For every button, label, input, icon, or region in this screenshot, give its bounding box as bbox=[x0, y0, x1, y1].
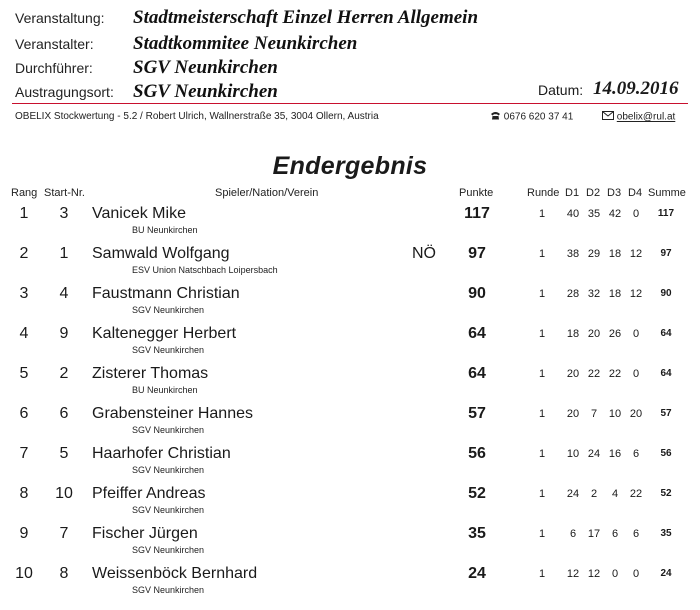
table-row bbox=[0, 205, 700, 245]
rang: 7 bbox=[19, 445, 29, 462]
player-club: SGV Neunkirchen bbox=[132, 585, 205, 595]
d2: 22 bbox=[587, 368, 601, 380]
d2: 2 bbox=[590, 488, 598, 500]
table-row bbox=[0, 325, 700, 365]
d4: 0 bbox=[632, 568, 640, 580]
d3: 4 bbox=[611, 488, 619, 500]
start-nr: 2 bbox=[59, 365, 69, 382]
col-runde: Runde bbox=[527, 187, 560, 199]
phone-icon bbox=[490, 111, 501, 123]
table-row bbox=[0, 285, 700, 325]
d1: 24 bbox=[566, 488, 580, 500]
start-nr: 8 bbox=[59, 565, 69, 582]
d1: 18 bbox=[566, 328, 580, 340]
player-club: SGV Neunkirchen bbox=[132, 545, 205, 555]
rang: 9 bbox=[19, 525, 29, 542]
phone-number: 0676 620 37 41 bbox=[503, 111, 574, 123]
email-link[interactable]: obelix@rul.at bbox=[616, 111, 676, 123]
col-summe: Summe bbox=[648, 187, 686, 199]
summe: 56 bbox=[660, 448, 672, 459]
summe: 117 bbox=[657, 208, 675, 219]
player-name: Samwald Wolfgang bbox=[92, 245, 230, 262]
punkte: 56 bbox=[468, 445, 486, 462]
d3: 10 bbox=[608, 408, 622, 420]
player-name: Faustmann Christian bbox=[92, 285, 240, 302]
d2: 24 bbox=[587, 448, 601, 460]
runde: 1 bbox=[538, 288, 546, 300]
table-row bbox=[0, 485, 700, 525]
col-d4: D4 bbox=[628, 187, 643, 199]
runde: 1 bbox=[538, 528, 546, 540]
d1: 28 bbox=[566, 288, 580, 300]
punkte: 117 bbox=[464, 205, 490, 222]
start-nr: 6 bbox=[59, 405, 69, 422]
d1: 40 bbox=[566, 208, 580, 220]
d2: 7 bbox=[590, 408, 598, 420]
summe: 97 bbox=[660, 248, 672, 259]
player-club: SGV Neunkirchen bbox=[132, 305, 205, 315]
d4: 0 bbox=[632, 208, 640, 220]
col-d3: D3 bbox=[607, 187, 622, 199]
punkte: 64 bbox=[468, 325, 486, 342]
d3: 26 bbox=[608, 328, 622, 340]
summe: 64 bbox=[660, 328, 672, 339]
runde: 1 bbox=[538, 488, 546, 500]
start-nr: 4 bbox=[59, 285, 69, 302]
rang: 4 bbox=[19, 325, 29, 342]
d3: 16 bbox=[608, 448, 622, 460]
d4: 12 bbox=[629, 248, 643, 260]
d2: 17 bbox=[587, 528, 601, 540]
rang: 10 bbox=[15, 565, 33, 582]
d1: 20 bbox=[566, 368, 580, 380]
summe: 90 bbox=[660, 288, 672, 299]
player-name: Fischer Jürgen bbox=[92, 525, 198, 542]
punkte: 52 bbox=[468, 485, 486, 502]
player-name: Vanicek Mike bbox=[92, 205, 186, 222]
start-nr: 3 bbox=[59, 205, 69, 222]
label-veranstaltung: Veranstaltung: bbox=[15, 10, 105, 26]
rang: 2 bbox=[19, 245, 29, 262]
d3: 6 bbox=[611, 528, 619, 540]
d1: 10 bbox=[566, 448, 580, 460]
player-club: SGV Neunkirchen bbox=[132, 345, 205, 355]
punkte: 97 bbox=[468, 245, 486, 262]
d2: 29 bbox=[587, 248, 601, 260]
punkte: 35 bbox=[468, 525, 486, 542]
d4: 6 bbox=[632, 448, 640, 460]
col-rang: Rang bbox=[11, 187, 38, 199]
d4: 0 bbox=[632, 368, 640, 380]
player-name: Grabensteiner Hannes bbox=[92, 405, 253, 422]
value-austragungsort: SGV Neunkirchen bbox=[133, 81, 278, 102]
label-durchfuehrer: Durchführer: bbox=[15, 60, 93, 76]
player-club: SGV Neunkirchen bbox=[132, 505, 205, 515]
summe: 24 bbox=[660, 568, 672, 579]
rang: 3 bbox=[19, 285, 29, 302]
d4: 0 bbox=[632, 328, 640, 340]
contact-email bbox=[602, 111, 675, 123]
player-name: Kaltenegger Herbert bbox=[92, 325, 237, 342]
start-nr: 9 bbox=[59, 325, 69, 342]
col-spieler: Spieler/Nation/Verein bbox=[215, 187, 319, 199]
datum-label: Datum: bbox=[538, 82, 584, 98]
d1: 38 bbox=[566, 248, 580, 260]
punkte: 64 bbox=[468, 365, 486, 382]
punkte: 90 bbox=[468, 285, 486, 302]
col-start-nr: Start-Nr. bbox=[44, 187, 85, 199]
player-name: Weissenböck Bernhard bbox=[92, 565, 258, 582]
table-row bbox=[0, 245, 700, 285]
summe: 52 bbox=[660, 488, 672, 499]
runde: 1 bbox=[538, 408, 546, 420]
d2: 12 bbox=[587, 568, 601, 580]
player-club: ESV Union Natschbach Loipersbach bbox=[132, 265, 278, 275]
label-veranstalter: Veranstalter: bbox=[15, 36, 94, 52]
envelope-icon bbox=[602, 111, 614, 123]
player-club: SGV Neunkirchen bbox=[132, 425, 205, 435]
d3: 18 bbox=[608, 288, 622, 300]
d1: 20 bbox=[566, 408, 580, 420]
summe: 57 bbox=[660, 408, 672, 419]
start-nr: 10 bbox=[55, 485, 73, 502]
start-nr: 7 bbox=[59, 525, 69, 542]
value-veranstalter: Stadtkommitee Neunkirchen bbox=[133, 33, 358, 54]
table-row bbox=[0, 565, 700, 605]
start-nr: 5 bbox=[59, 445, 69, 462]
start-nr: 1 bbox=[59, 245, 69, 262]
col-d1: D1 bbox=[565, 187, 580, 199]
d3: 18 bbox=[608, 248, 622, 260]
player-region: NÖ bbox=[412, 245, 436, 262]
rang: 5 bbox=[19, 365, 29, 382]
d2: 32 bbox=[587, 288, 601, 300]
value-veranstaltung: Stadtmeisterschaft Einzel Herren Allgemein bbox=[133, 7, 479, 28]
rang: 6 bbox=[19, 405, 29, 422]
value-durchfuehrer: SGV Neunkirchen bbox=[133, 57, 278, 78]
table-row bbox=[0, 445, 700, 485]
d3: 42 bbox=[608, 208, 622, 220]
label-austragungsort: Austragungsort: bbox=[15, 84, 114, 100]
d1: 6 bbox=[569, 528, 577, 540]
datum-value: 14.09.2016 bbox=[593, 78, 679, 99]
summe: 64 bbox=[660, 368, 672, 379]
header-divider bbox=[12, 103, 688, 104]
d4: 12 bbox=[629, 288, 643, 300]
player-club: BU Neunkirchen bbox=[132, 385, 198, 395]
runde: 1 bbox=[538, 208, 546, 220]
player-name: Pfeiffer Andreas bbox=[92, 485, 206, 502]
punkte: 57 bbox=[468, 405, 486, 422]
d3: 0 bbox=[611, 568, 619, 580]
d4: 6 bbox=[632, 528, 640, 540]
rang: 8 bbox=[19, 485, 29, 502]
runde: 1 bbox=[538, 568, 546, 580]
d2: 20 bbox=[587, 328, 601, 340]
contact-phone bbox=[490, 111, 573, 123]
runde: 1 bbox=[538, 368, 546, 380]
runde: 1 bbox=[538, 248, 546, 260]
player-name: Haarhofer Christian bbox=[92, 445, 231, 462]
player-club: BU Neunkirchen bbox=[132, 225, 198, 235]
summe: 35 bbox=[660, 528, 672, 539]
player-name: Zisterer Thomas bbox=[92, 365, 209, 382]
player-club: SGV Neunkirchen bbox=[132, 465, 205, 475]
runde: 1 bbox=[538, 448, 546, 460]
col-d2: D2 bbox=[586, 187, 601, 199]
page-title: Endergebnis bbox=[272, 152, 428, 180]
col-punkte: Punkte bbox=[459, 187, 494, 199]
d3: 22 bbox=[608, 368, 622, 380]
d2: 35 bbox=[587, 208, 601, 220]
table-row bbox=[0, 525, 700, 565]
software-credit: OBELIX Stockwertung - 5.2 / Robert Ulrich, Wallnerstraße 35, 3004 Ollern, Austria bbox=[15, 111, 379, 122]
punkte: 24 bbox=[468, 565, 486, 582]
d1: 12 bbox=[566, 568, 580, 580]
runde: 1 bbox=[538, 328, 546, 340]
rang: 1 bbox=[19, 205, 29, 222]
table-row bbox=[0, 365, 700, 405]
d4: 20 bbox=[629, 408, 643, 420]
table-row bbox=[0, 405, 700, 445]
d4: 22 bbox=[629, 488, 643, 500]
